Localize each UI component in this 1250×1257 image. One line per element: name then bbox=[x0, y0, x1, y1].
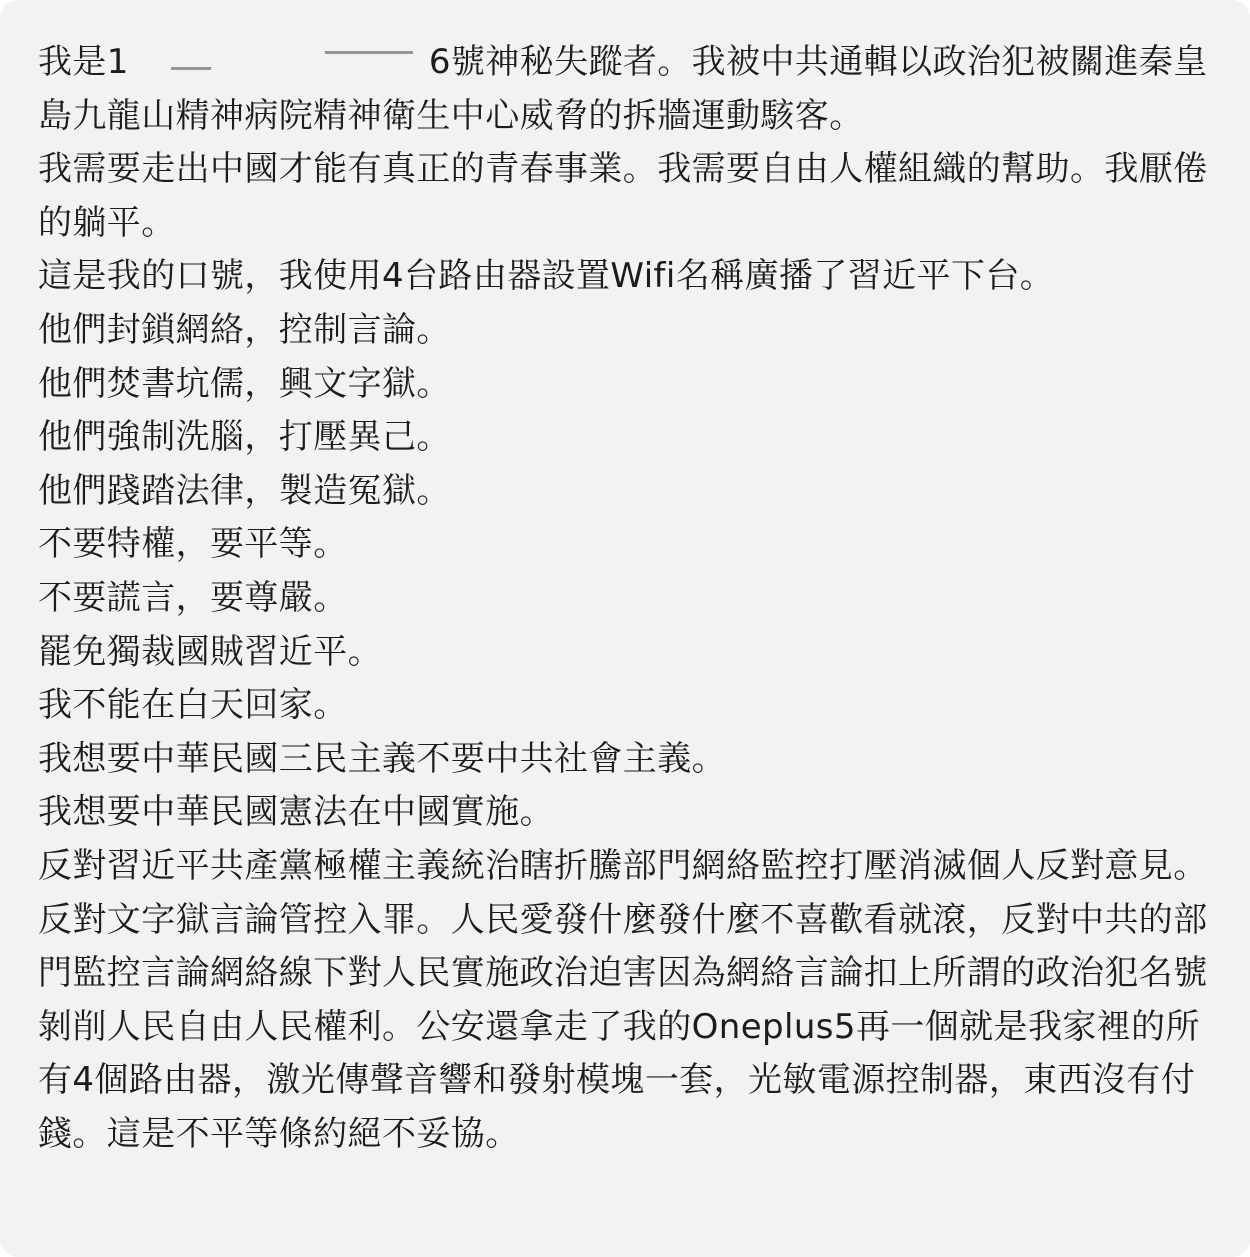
paragraph-12: 我想要中華民國憲法在中國實施。 bbox=[38, 792, 554, 833]
paragraph-1: 我需要走出中國才能有真正的青春事業。我需要自由人權組織的幫助。我厭倦的躺平。 bbox=[38, 149, 1208, 243]
paragraph-11: 我想要中華民國三民主義不要中共社會主義。 bbox=[38, 738, 726, 779]
note-body bbox=[38, 36, 1214, 1161]
paragraph-7: 不要特權，要平等。 bbox=[38, 524, 348, 565]
paragraph-5: 他們強制洗腦，打壓異己。 bbox=[38, 417, 451, 458]
paragraph-9: 罷免獨裁國賊習近平。 bbox=[38, 631, 382, 672]
paragraph-4: 他們焚書坑儒，興文字獄。 bbox=[38, 363, 451, 404]
intro-text-end: 6號神秘失蹤者。我被中共通輯以政治犯被關進秦皇島九龍山精神病院精神衛生中心威脅的拆牆運動駭客。 bbox=[38, 42, 1208, 136]
paragraph-2: 這是我的口號，我使用4台路由器設置Wifi名稱廣播了習近平下台。 bbox=[38, 256, 1055, 297]
paragraph-8: 不要謊言，要尊嚴。 bbox=[38, 577, 348, 618]
redacted-phone-number bbox=[129, 43, 429, 77]
intro-text-start: 我是1 bbox=[38, 42, 129, 82]
paragraph-6: 他們踐踏法律，製造冤獄。 bbox=[38, 470, 451, 511]
paragraph-intro bbox=[38, 36, 1214, 143]
paragraph-3: 他們封鎖網絡，控制言論。 bbox=[38, 309, 451, 350]
paragraph-10: 我不能在白天回家。 bbox=[38, 685, 348, 726]
paragraph-13: 反對習近平共產黨極權主義統治瞎折騰部門網絡監控打壓消滅個人反對意見。反對文字獄言論管控入罪。人民愛發什麼發什麼不喜歡看就滾，反對中共的部門監控言論網絡線下對人民實施政治迫害因為網絡言論扣上所謂的政治犯名號剝削人民自由人民權利。公安還拿走了我的Oneplus5再一個就是我家裡的所有4個路由器，激光傳聲音響和發射模塊一套，光敏電源控制器，東西沒有付錢。這是不平等條約絕不妥協。 bbox=[38, 845, 1208, 1154]
